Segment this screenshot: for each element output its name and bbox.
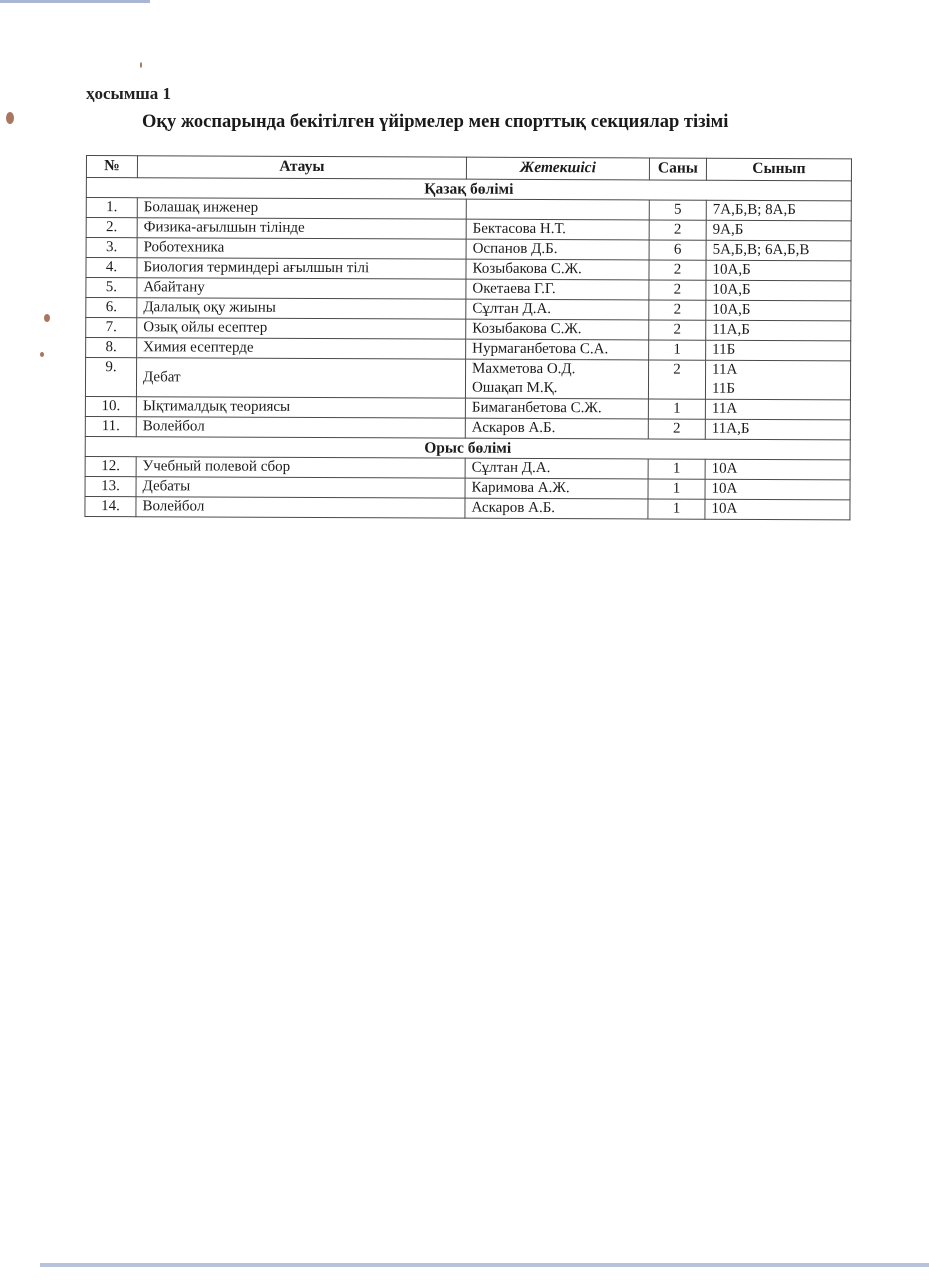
section-title: Орыс бөлімі <box>85 436 850 459</box>
cell-count: 5 <box>649 200 706 220</box>
table-row <box>86 338 851 361</box>
table-row <box>86 298 851 321</box>
cell-num: 4. <box>86 258 137 278</box>
cell-count: 1 <box>648 399 705 419</box>
cell-leader: Сұлтан Д.А. <box>466 299 649 320</box>
cell-num: 7. <box>86 318 137 338</box>
table-row <box>86 278 851 301</box>
scan-speck <box>44 314 50 322</box>
cell-class: 5А,Б,В; 6А,Б,В <box>706 240 851 261</box>
cell-count: 1 <box>648 459 705 479</box>
appendix-label: ҳосымша 1 <box>86 84 171 103</box>
cell-name: Химия есептерде <box>137 338 466 359</box>
cell-class: 9А,Б <box>706 220 851 241</box>
cell-num: 8. <box>86 338 137 358</box>
class-line-1: 11А <box>712 361 738 378</box>
cell-count: 6 <box>649 240 706 260</box>
table-row <box>86 318 851 341</box>
cell-num: 9. <box>85 358 136 397</box>
cell-leader: Оспанов Д.Б. <box>466 239 649 260</box>
table-row <box>86 258 851 281</box>
class-line-2: 11Б <box>711 380 736 397</box>
cell-num: 10. <box>85 396 136 416</box>
cell-leader <box>466 199 649 220</box>
leader-line-2: Ошақап М.Қ. <box>471 379 558 397</box>
cell-class: 10А <box>705 499 850 520</box>
cell-name: Дебат <box>136 358 465 398</box>
cell-num: 13. <box>85 476 136 496</box>
cell-name: Физика-ағылшын тілінде <box>137 218 466 239</box>
table-row <box>85 456 850 479</box>
cell-class: 11А,Б <box>705 419 850 440</box>
cell-class: 10А <box>705 459 850 480</box>
cell-num: 6. <box>86 298 137 318</box>
table-row <box>85 416 850 439</box>
cell-leader: Козыбакова С.Ж. <box>466 259 649 280</box>
cell-count: 2 <box>648 419 705 439</box>
section-title: Қазақ бөлімі <box>86 178 851 201</box>
table-row <box>86 238 851 261</box>
cell-class: 11Б <box>706 340 851 361</box>
cell-count: 2 <box>649 260 706 280</box>
cell-count: 2 <box>649 280 706 300</box>
cell-leader: Козыбакова С.Ж. <box>466 319 649 340</box>
cell-name: Ықтималдық теориясы <box>136 397 465 418</box>
cell-leader: Нурмаганбетова С.А. <box>466 339 649 360</box>
cell-name: Волейбол <box>136 497 465 518</box>
cell-leader: Аскаров А.Б. <box>465 498 648 519</box>
cell-count: 1 <box>649 340 706 360</box>
cell-count: 1 <box>648 499 705 519</box>
cell-leader: Аскаров А.Б. <box>465 418 648 439</box>
cell-class <box>705 360 850 400</box>
cell-num: 3. <box>86 238 137 258</box>
header-num: № <box>86 156 137 178</box>
cell-name: Роботехника <box>137 238 466 259</box>
document-title: Оқу жоспарында бекітілген үйірмелер мен спорттық секциялар тізімі <box>142 112 729 132</box>
cell-count: 2 <box>649 300 706 320</box>
table-row <box>85 496 850 519</box>
cell-name: Озық ойлы есептер <box>137 318 466 339</box>
cell-name: Далалық оқу жиыны <box>137 298 466 319</box>
cell-num: 11. <box>85 416 136 436</box>
cell-name: Учебный полевой сбор <box>136 457 465 478</box>
header-name: Атауы <box>137 156 466 179</box>
cell-count: 2 <box>649 220 706 240</box>
table-row <box>85 396 850 419</box>
cell-count: 1 <box>648 479 705 499</box>
cell-num: 12. <box>85 456 136 476</box>
cell-count: 2 <box>648 360 705 399</box>
cell-class: 7А,Б,В; 8А,Б <box>706 200 851 221</box>
header-leader: Жетекшісі <box>466 157 649 180</box>
cell-leader: Каримова А.Ж. <box>465 478 648 499</box>
cell-class: 11А,Б <box>706 320 851 341</box>
cell-num: 1. <box>86 198 137 218</box>
cell-name: Болашақ инженер <box>137 198 466 219</box>
table-row <box>86 218 851 241</box>
cell-count: 2 <box>649 320 706 340</box>
cell-class: 10А,Б <box>706 280 851 301</box>
cell-name: Дебаты <box>136 477 465 498</box>
scan-edge-top <box>0 0 150 3</box>
scan-speck <box>140 62 142 68</box>
cell-leader: Сұлтан Д.А. <box>465 458 648 479</box>
leader-line-1: Махметова О.Д. <box>472 360 576 378</box>
cell-class: 10А <box>705 479 850 500</box>
clubs-table <box>84 155 852 520</box>
table-row <box>86 198 851 221</box>
cell-num: 5. <box>86 278 137 298</box>
cell-leader: Окетаева Г.Г. <box>466 279 649 300</box>
cell-leader <box>465 359 648 399</box>
scan-speck <box>40 352 44 357</box>
cell-name: Биология терминдері ағылшын тілі <box>137 258 466 279</box>
cell-class: 11А <box>705 399 850 420</box>
scan-edge-bottom <box>40 1263 929 1267</box>
cell-name: Волейбол <box>136 417 465 438</box>
table-row <box>85 358 850 400</box>
scan-speck <box>6 112 14 124</box>
cell-leader: Бимаганбетова С.Ж. <box>465 398 648 419</box>
cell-class: 10А,Б <box>706 260 851 281</box>
cell-name: Абайтану <box>137 278 466 299</box>
header-class: Сынып <box>706 158 851 181</box>
header-count: Саны <box>649 158 706 180</box>
cell-class: 10А,Б <box>706 300 851 321</box>
cell-leader: Бектасова Н.Т. <box>466 219 649 240</box>
cell-num: 2. <box>86 218 137 238</box>
cell-num: 14. <box>85 496 136 516</box>
